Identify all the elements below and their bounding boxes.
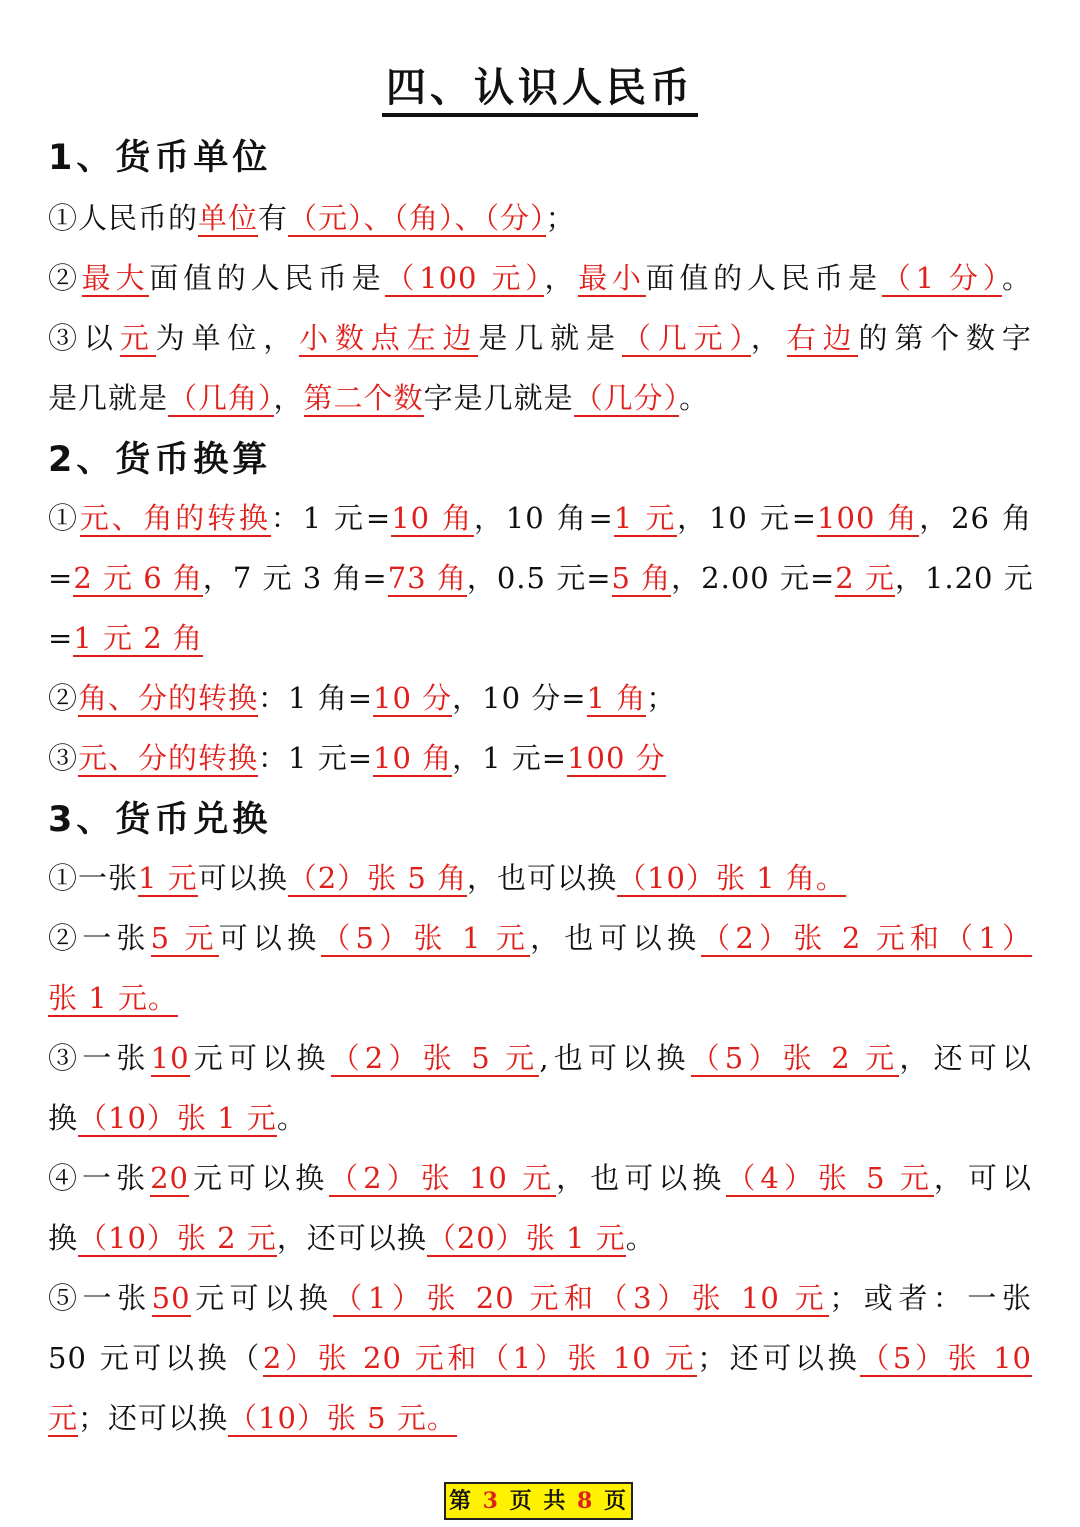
section-3-heading: 3、货币兑换 [48, 800, 272, 840]
s3-line-2: ②一张5 元可以换（5）张 1 元，也可以换（2）张 2 元和（1） [48, 921, 1032, 955]
total-page-number: 8 [577, 1488, 595, 1514]
section-1-heading: 1、货币单位 [48, 138, 272, 178]
page-title: 四、认识人民币 [0, 58, 1080, 118]
s1-line-1: ①人民币的单位有（元）、（角）、（分）； [48, 201, 576, 235]
s3-line-1: ①一张1 元可以换（2）张 5 角，也可以换（10）张 1 角。 [48, 861, 846, 895]
s3-line-9: 50 元可以换（2）张 20 元和（1）张 10 元；还可以换（5）张 10 [48, 1341, 1033, 1375]
s1-line-3: ③以元为单位，小数点左边是几就是（几元），右边的第个数字 [48, 321, 1032, 355]
s2-line-5: ③元、分的转换：1 元=10 角，1 元=100 分 [48, 741, 666, 775]
s3-line-8: ⑤一张50元可以换（1）张 20 元和（3）张 10 元；或者：一张 [48, 1281, 1032, 1315]
current-page-number: 3 [482, 1488, 500, 1514]
s3-line-6: ④一张20元可以换（2）张 10 元，也可以换（4）张 5 元，可以 [48, 1161, 1032, 1195]
section-2-heading: 2、货币换算 [48, 440, 272, 480]
s3-line-10: 元；还可以换（10）张 5 元。 [48, 1401, 457, 1435]
s3-line-7: 换（10）张 2 元，还可以换（20）张 1 元。 [48, 1221, 656, 1255]
s2-line-2: =2 元 6 角，7 元 3 角=73 角，0.5 元=5 角，2.00 元=2 元，1.20 元 [48, 561, 1034, 595]
s1-line-4: 是几就是（几角），第二个数字是几就是（几分）。 [48, 381, 710, 415]
s2-line-1: ①元、角的转换：1 元=10 角，10 角=1 元，10 元=100 角，26 角 [48, 501, 1033, 535]
s2-line-4: ②角、分的转换：1 角=10 分，10 分=1 角； [48, 681, 677, 715]
s3-line-5: 换（10）张 1 元。 [48, 1101, 307, 1135]
s1-line-2: ②最大面值的人民币是（100 元），最小面值的人民币是（1 分）。 [48, 261, 1032, 295]
s3-line-3: 张 1 元。 [48, 981, 178, 1015]
page-number-footer: 第 3 页 共 8 页 [444, 1482, 633, 1520]
s3-line-4: ③一张10元可以换（2）张 5 元,也可以换（5）张 2 元，还可以 [48, 1041, 1032, 1075]
s2-line-3: =1 元 2 角 [48, 621, 203, 655]
